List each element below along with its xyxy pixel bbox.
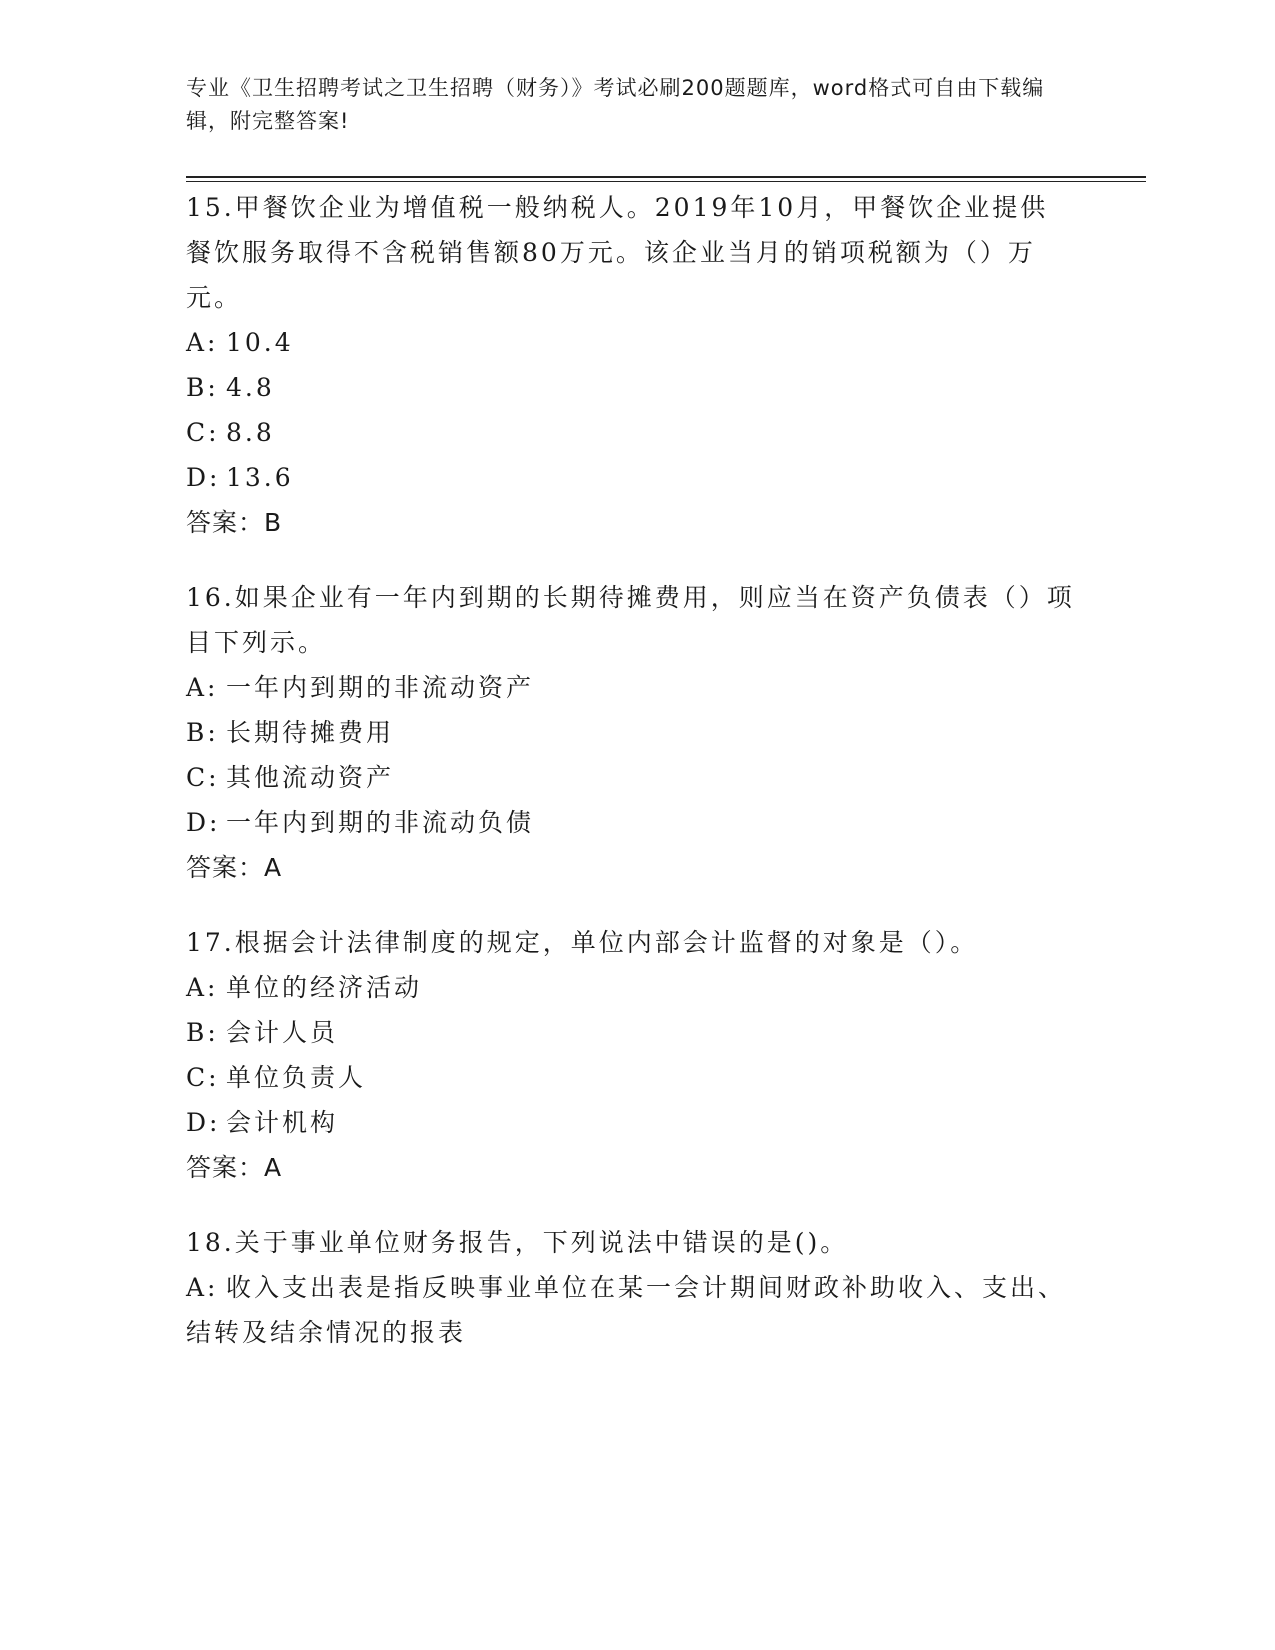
header-divider-thin <box>186 181 1146 182</box>
question-16 <box>186 575 1076 890</box>
option-text: 10.4 <box>226 328 294 357</box>
option-b <box>186 710 1076 755</box>
option-text: 单位负责人 <box>226 1063 367 1092</box>
option-letter: A: <box>186 973 219 1002</box>
question-list <box>186 185 1076 1385</box>
option-text: 13.6 <box>226 463 294 492</box>
option-letter: B: <box>186 718 219 747</box>
option-a <box>186 1265 1076 1355</box>
option-letter: B: <box>186 373 219 402</box>
question-text: 16.如果企业有一年内到期的长期待摊费用，则应当在资产负债表（）项目下列示。 <box>186 583 1075 657</box>
option-d <box>186 1100 1076 1145</box>
option-text: 单位的经济活动 <box>226 973 423 1002</box>
option-a <box>186 320 1076 365</box>
option-c <box>186 1055 1076 1100</box>
option-letter: A: <box>186 673 219 702</box>
option-letter: C: <box>186 763 220 792</box>
option-text: 8.8 <box>226 418 275 447</box>
option-letter: A: <box>186 328 219 357</box>
option-text: 4.8 <box>226 373 275 402</box>
option-text: 一年内到期的非流动负债 <box>226 808 535 837</box>
header-note: 专业《卫生招聘考试之卫生招聘（财务）》考试必刷200题题库，word格式可自由下载编辑，附完整答案! <box>186 76 1045 133</box>
option-b <box>186 1010 1076 1055</box>
answer-line: 答案：A <box>186 1153 283 1182</box>
answer-line: 答案：B <box>186 508 283 537</box>
option-letter: A: <box>186 1273 219 1302</box>
option-letter: D: <box>186 1108 221 1137</box>
option-d <box>186 455 1076 500</box>
answer-line: 答案：A <box>186 853 283 882</box>
question-text: 18.关于事业单位财务报告，下列说法中错误的是()。 <box>186 1228 849 1257</box>
option-text: 会计人员 <box>226 1018 339 1047</box>
option-d <box>186 800 1076 845</box>
option-a <box>186 665 1076 710</box>
question-18 <box>186 1220 1076 1355</box>
header-divider-thick <box>186 176 1146 178</box>
option-letter: B: <box>186 1018 219 1047</box>
option-c <box>186 410 1076 455</box>
option-text: 长期待摊费用 <box>226 718 395 747</box>
question-17 <box>186 920 1076 1190</box>
question-15 <box>186 185 1076 545</box>
option-text: 收入支出表是指反映事业单位在某一会计期间财政补助收入、支出、结转及结余情况的报表 <box>186 1273 1067 1347</box>
option-text: 其他流动资产 <box>226 763 395 792</box>
option-text: 会计机构 <box>226 1108 339 1137</box>
question-text: 17.根据会计法律制度的规定，单位内部会计监督的对象是（）。 <box>186 928 979 957</box>
option-letter: C: <box>186 418 220 447</box>
option-b <box>186 365 1076 410</box>
option-a <box>186 965 1076 1010</box>
question-text: 15.甲餐饮企业为增值税一般纳税人。2019年10月，甲餐饮企业提供餐饮服务取得不含税销售额80万元。该企业当月的销项税额为（）万元。 <box>186 193 1049 312</box>
option-letter: D: <box>186 808 221 837</box>
option-letter: D: <box>186 463 221 492</box>
option-letter: C: <box>186 1063 220 1092</box>
option-c <box>186 755 1076 800</box>
option-text: 一年内到期的非流动资产 <box>226 673 535 702</box>
